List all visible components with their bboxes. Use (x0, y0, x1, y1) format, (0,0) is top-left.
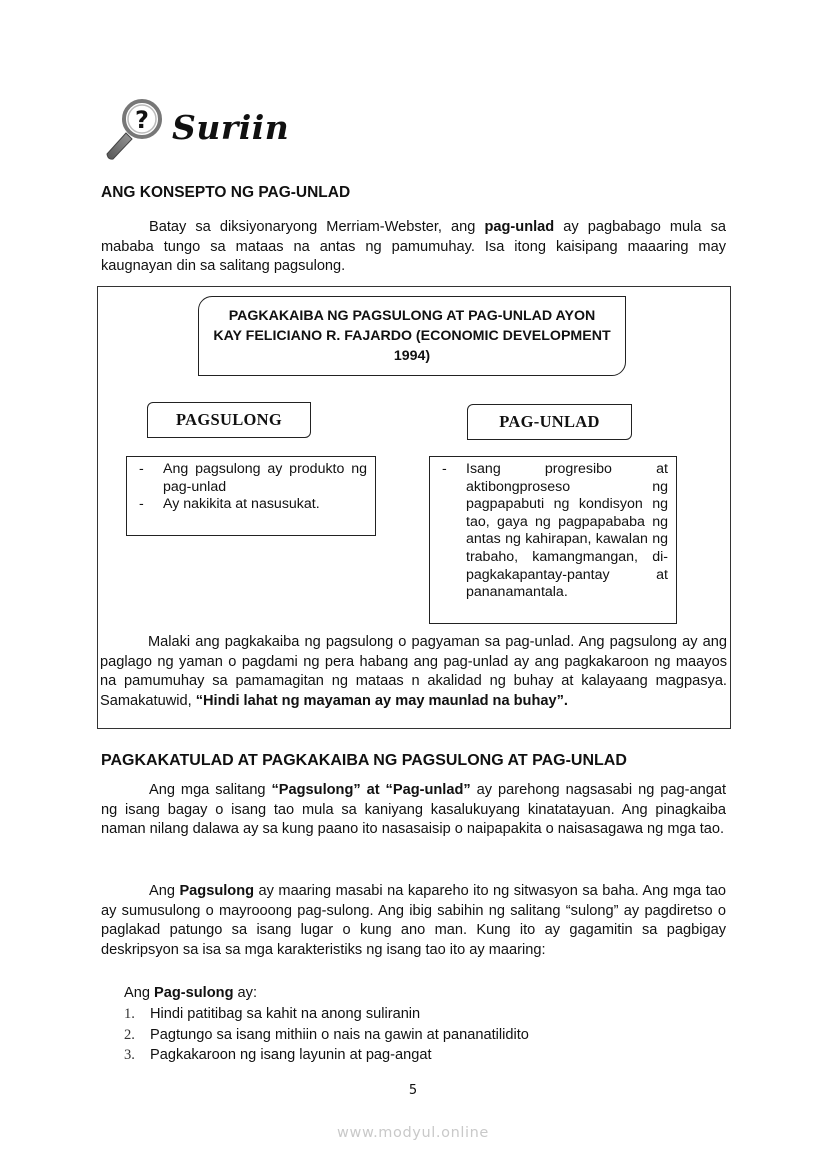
section-heading: ANG KONSEPTO NG PAG-UNLAD (101, 184, 351, 201)
svg-text:?: ? (135, 106, 149, 134)
pagsulong-label-box: PAGSULONG (147, 402, 311, 438)
bullet-item: - Ay nakikita at nasusukat. (139, 496, 320, 513)
watermark: www.modyul.online (337, 1125, 489, 1141)
comparison-title-box: PAGKAKAIBA NG PAGSULONG AT PAG-UNLAD AYON KAY FELICIANO R. FAJARDO (ECONOMIC DEVELOPMENT 1994) (198, 296, 626, 376)
intro-paragraph: Batay sa diksiyonaryong Merriam-Webster, ang pag-unlad ay pagbabago mula sa mababa tungo sa mataas na antas ng pamumuhay. Isa itong kaisipang maaaring may kaugnayan din sa salitang pagsulong. (101, 219, 726, 274)
list-item: 2. Pagtungo sa isang mithiin o nais na gawin at pananatilidito (124, 1026, 529, 1043)
pagsulong-bullet-box (126, 456, 376, 536)
numbered-list (124, 1004, 529, 1066)
list-item: 1. Hindi patitibag sa kahit na anong suliranin (124, 1006, 421, 1022)
section-title: Suriin (172, 108, 290, 147)
bullet-item: - Ang pagsulong ay produkto ng pag-unlad (139, 461, 367, 495)
paragraph: Ang Pagsulong ay maaring masabi na kapareho ito ng sitwasyon sa baha. Ang mga tao ay sumusulong o mayrooong pag-sulong. Ang ibig sabihin ng salitang “sulong” ay pagdiretso o paglakad patungo sa isang lugar o kung ano man. Kung ito ay gagamitin sa pagbigay deskripsyon sa isa sa mga karakteristiks ng isang tao ito ay maaring: (101, 883, 726, 958)
paragraph: Ang mga salitang “Pagsulong” at “Pag-unlad” ay parehong nagsasabi ng pag-angat ng isang bagay o isang tao mula sa kaniyang kasalukuyang kinatatayuan. Ang pinagkaiba naman nilang dalawa ay sa kung paano ito nasasaisip o naipapakita o naisasagawa ng mga tao. (101, 782, 726, 837)
magnifier-question-icon (102, 98, 168, 160)
section-heading: PAGKAKATULAD AT PAGKAKAIBA NG PAGSULONG AT PAG-UNLAD (101, 752, 627, 769)
frame-paragraph: Malaki ang pagkakaiba ng pagsulong o pagyaman sa pag-unlad. Ang pagsulong ay ang paglago ng yaman o pagdami ng pera habang ang pag-unlad ay ang pagkakaroon ng maayos na pamumuhay sa pamamagitan ng mataas n akalidad ng buhay at kalayaang magpasya. Samakatuwid, “Hindi lahat ng mayaman ay may maunlad na buhay”. (100, 634, 727, 709)
list-intro: Ang Pag-sulong ay: (124, 985, 258, 1001)
pag-unlad-bullet-box (429, 456, 677, 624)
pag-unlad-label-box: PAG-UNLAD (467, 404, 632, 440)
page-number: 5 (408, 1083, 418, 1098)
bullet-item: - Isang progresibo at aktibongproseso ng pagpapabuti ng kondisyon ng tao, gaya ng pagpapababa ng antas ng kahirapan, kawalan ng trabaho, kamangmangan, di-pagkakapantay-pantay at pananamantala. (442, 461, 668, 601)
list-item: 3. Pagkakaroon ng isang layunin at pag-angat (124, 1047, 432, 1063)
